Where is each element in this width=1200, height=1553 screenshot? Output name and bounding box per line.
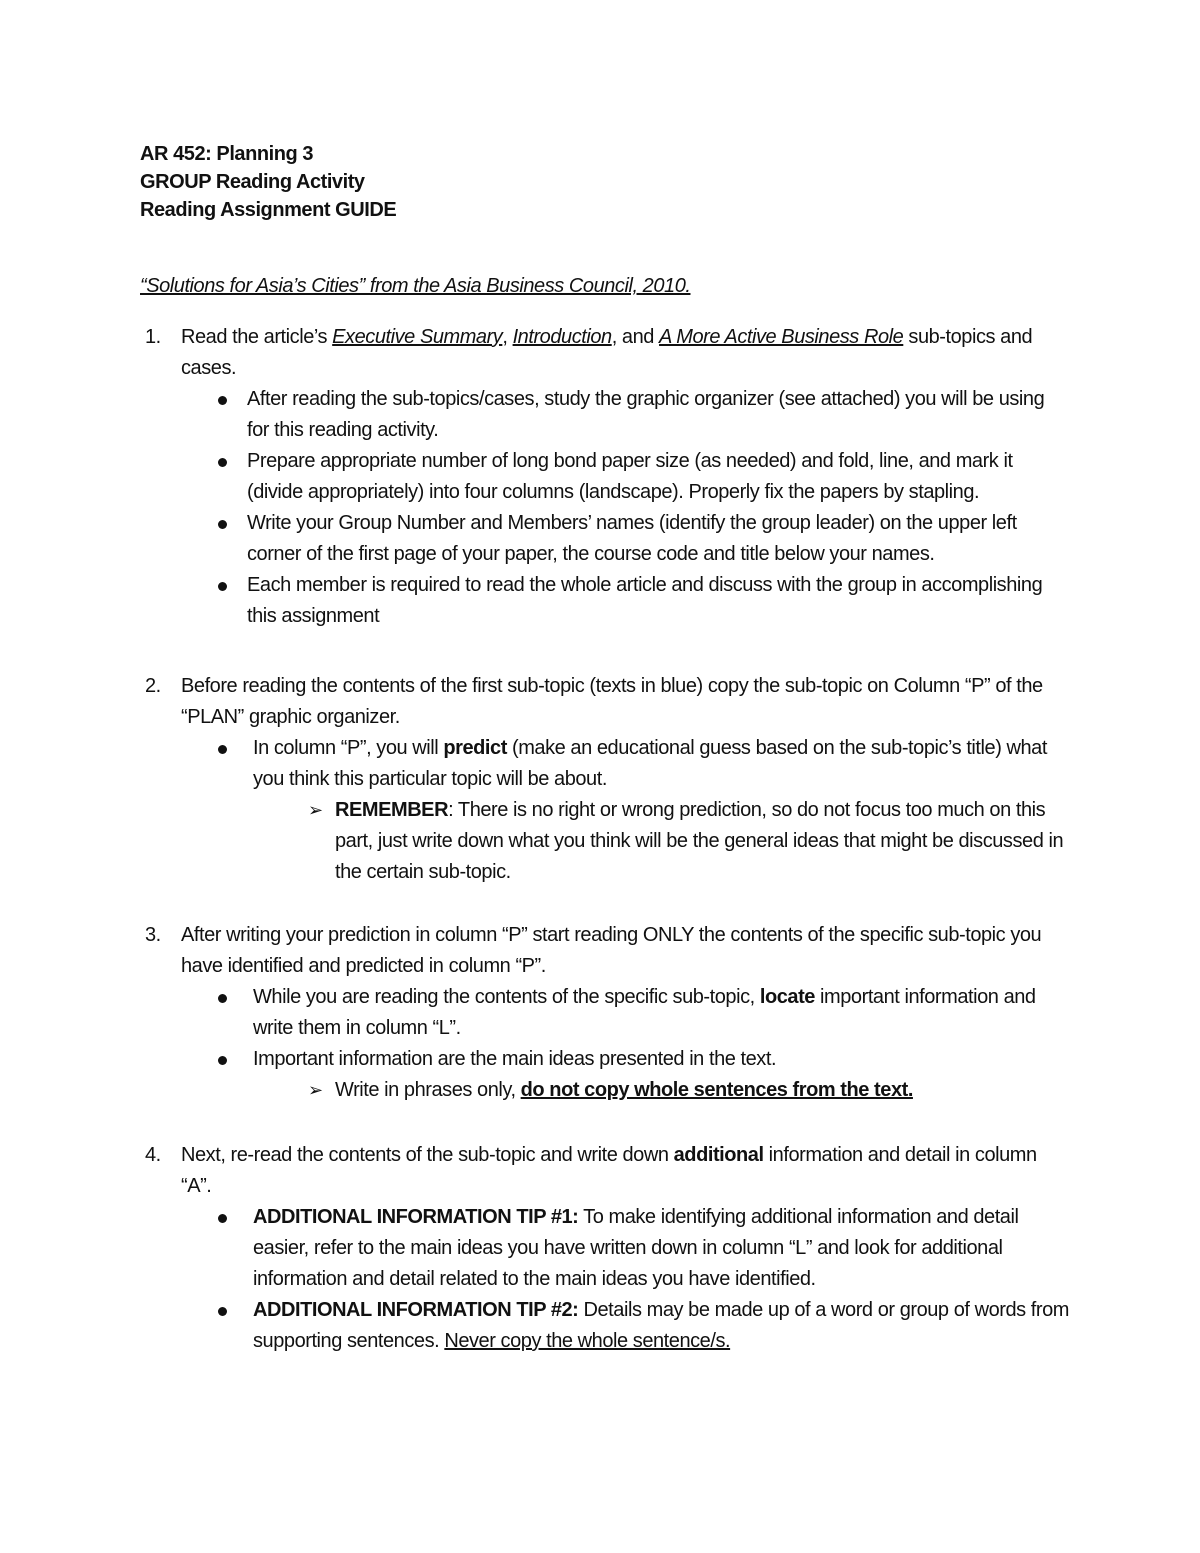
- list-item: Prepare appropriate number of long bond paper size (as needed) and fold, line, and mark it (divide appropriately) into four columns (landscape). Properly fix the papers by stapling.: [140, 446, 1070, 508]
- activity-title: GROUP Reading Activity: [140, 171, 365, 193]
- instruction-item-2: [140, 671, 1070, 888]
- filled-circle-bullet-icon: [218, 396, 227, 405]
- item-text: Before reading the contents of the first sub-topic (texts in blue) copy the sub-topic on Column “P” of the “PLAN” graphic organizer.: [181, 675, 1043, 728]
- bullet-list: [140, 1202, 1070, 1357]
- instruction-item-1: [140, 322, 1070, 632]
- article-source: “Solutions for Asia’s Cities” from the Asia Business Council, 2010.: [140, 275, 691, 297]
- guide-title: Reading Assignment GUIDE: [140, 199, 397, 221]
- bullet-list: [140, 733, 1070, 888]
- list-item: While you are reading the contents of the specific sub-topic, locate important information and write them in column “L”.: [140, 982, 1070, 1044]
- item-number: 1.: [145, 326, 161, 348]
- filled-circle-bullet-icon: [218, 745, 227, 754]
- sub-list-item: ➢ Write in phrases only, do not copy whole sentences from the text.: [140, 1075, 1070, 1106]
- document-header: [140, 140, 396, 224]
- subtopic-introduction: Introduction: [512, 326, 612, 348]
- course-title: AR 452: Planning 3: [140, 143, 314, 165]
- filled-circle-bullet-icon: [218, 458, 227, 467]
- instruction-item-3: [140, 920, 1070, 1106]
- filled-circle-bullet-icon: [218, 1307, 227, 1316]
- list-item: Each member is required to read the whole article and discuss with the group in accomplishing this assignment: [140, 570, 1070, 632]
- instruction-item-4: [140, 1140, 1070, 1357]
- filled-circle-bullet-icon: [218, 520, 227, 529]
- arrow-bullet-icon: ➢: [308, 800, 323, 820]
- filled-circle-bullet-icon: [218, 1056, 227, 1065]
- arrow-bullet-icon: ➢: [308, 1080, 323, 1100]
- list-item: Write your Group Number and Members’ names (identify the group leader) on the upper left corner of the first page of your paper, the course code and title below your names.: [140, 508, 1070, 570]
- bullet-list: [140, 982, 1070, 1106]
- filled-circle-bullet-icon: [218, 582, 227, 591]
- list-item: ADDITIONAL INFORMATION TIP #2: Details may be made up of a word or group of words from supporting sentences. Never copy the whole sentence/s.: [140, 1295, 1070, 1357]
- subtopic-executive-summary: Executive Summary: [332, 326, 503, 348]
- list-item: ADDITIONAL INFORMATION TIP #1: To make identifying additional information and detail easier, refer to the main ideas you have written down in column “L” and look for additional information and detail related to the main ideas you have identified.: [140, 1202, 1070, 1295]
- item-text: Read the article’s Executive Summary, Introduction, and A More Active Business Role sub-topics and cases.: [181, 326, 1033, 379]
- list-item: In column “P”, you will predict (make an educational guess based on the sub-topic’s title) what you think this particular topic will be about.: [140, 733, 1070, 795]
- subtopic-business-role: A More Active Business Role: [659, 326, 904, 348]
- list-item: After reading the sub-topics/cases, study the graphic organizer (see attached) you will be using for this reading activity.: [140, 384, 1070, 446]
- item-text: After writing your prediction in column “P” start reading ONLY the contents of the specific sub-topic you have identified and predicted in column “P”.: [181, 924, 1042, 977]
- item-number: 3.: [145, 924, 161, 946]
- sub-list-item: ➢ REMEMBER: There is no right or wrong prediction, so do not focus too much on this part, just write down what you think will be the general ideas that might be discussed in the certain sub-topic.: [140, 795, 1070, 888]
- bullet-list: [140, 384, 1070, 632]
- filled-circle-bullet-icon: [218, 994, 227, 1003]
- list-item: Important information are the main ideas presented in the text.: [140, 1044, 1070, 1075]
- item-text: Next, re-read the contents of the sub-topic and write down additional information and detail in column “A”.: [181, 1144, 1037, 1197]
- item-number: 2.: [145, 675, 161, 697]
- filled-circle-bullet-icon: [218, 1214, 227, 1223]
- item-number: 4.: [145, 1144, 161, 1166]
